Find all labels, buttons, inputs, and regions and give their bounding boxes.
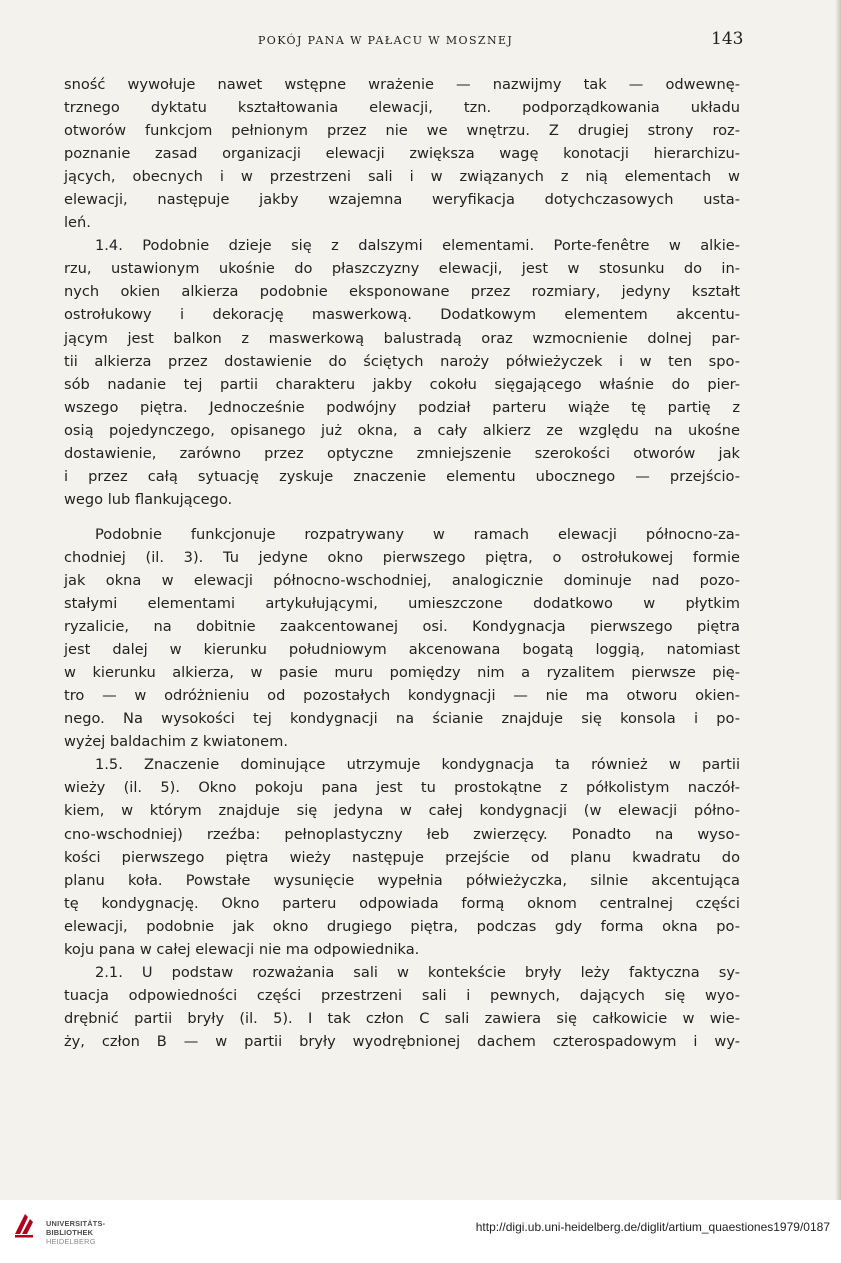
text-line: drębnić partii bryły (il. 5). I tak człon C sali zawiera się całkowicie w wie- [64,1009,740,1027]
text-line: nego. Na wysokości tej kondygnacji na ścianie znajduje się konsola i po- [64,710,740,728]
text-line: elewacji, podobnie jak okno drugiego piętra, podczas gdy forma okna po- [64,917,740,935]
text-line: wego lub flankującego. [64,490,233,508]
text-line: stałymi elementami artykułującymi, umieszczone dodatkowo w płytkim [64,595,740,613]
text-line: koju pana w całej elewacji nie ma odpowiednika. [64,940,420,958]
paragraph-start-line: 1.4. Podobnie dzieje się z dalszymi elementami. Porte-fenêtre w alkie- [95,237,740,255]
text-line: planu koła. Powstałe wysunięcie wypełnia półwieżyczka, silnie akcentująca [64,871,740,889]
text-line: i przez całą sytuację zyskuje znaczenie elementu ubocznego — przejścio- [64,467,740,485]
text-line: cno-wschodniej) rzeźba: pełnoplastyczny łeb zwierzęcy. Ponadto na wyso- [64,825,740,843]
university-library-logo-icon [9,1210,39,1240]
page-edge-shadow [835,0,841,1200]
text-line: poznanie zasad organizacji elewacji zwiększa wagę konotacji hierarchizu- [64,145,740,163]
viewer-footer [0,1200,841,1263]
text-line: tę kondygnację. Okno parteru odpowiada formą oknom centralnej części [64,894,740,912]
library-name-line1: UNIVERSITÄTS- [46,1219,106,1228]
text-line: wieży (il. 5). Okno pokoju pana jest tu prostokątne z półkolistym naczół- [64,779,740,797]
text-line: leń. [64,214,91,232]
text-line: chodniej (il. 3). Tu jedyne okno pierwszego piętra, o ostrołukowej formie [64,548,740,566]
text-line: tuacja odpowiedności części przestrzeni sali i pewnych, dających się wyo- [64,986,740,1004]
text-line: kości pierwszego piętra wieży następuje przejście od planu kwadratu do [64,848,740,866]
text-line: jącym jest balkon z maswerkową balustradą oraz wzmocnienie dolnej par- [64,329,740,347]
permalink-url[interactable]: http://digi.ub.uni-heidelberg.de/diglit/artium_quaestiones1979/0187 [475,1220,830,1234]
library-name-line3: HEIDELBERG [46,1237,96,1246]
text-line: ży, człon B — w partii bryły wyodrębnionej dachem czterospadowym i wy- [64,1032,740,1050]
paragraph-start-line: 2.1. U podstaw rozważania sali w kontekście bryły leży faktyczna sy- [95,963,740,981]
text-line: jest dalej w kierunku południowym akcenowana bogatą loggią, natomiast [64,641,740,659]
paragraph-start-line: 1.5. Znaczenie dominujące utrzymuje kondygnacja ta również w partii [95,756,740,774]
text-line: elewacji, następuje jakby wzajemna weryfikacja dotychczasowych usta- [64,191,740,209]
running-title: POKÓJ PANA W PAŁACU W MOSZNEJ [258,34,514,47]
text-line: w kierunku alkierza, w pasie muru pomiędzy nim a ryzalitem pierwsze pię- [64,664,740,682]
text-line: sób nadanie tej partii charakteru jakby cokołu sięgającego właśnie do pier- [64,375,740,393]
text-line: kiem, w którym znajduje się jedyna w całej kondygnacji (w elewacji półno- [64,802,740,820]
text-line: jących, obecnych i w przestrzeni sali i w związanych z nią elementach w [64,168,740,186]
text-line: tro — w odróżnieniu od pozostałych kondygnacji — nie ma otworu okien- [64,687,740,705]
page-number: 143 [711,29,744,49]
library-name [46,1219,105,1246]
paragraph-gap [64,511,740,523]
text-line: wszego piętra. Jednocześnie podwójny podział parteru wiąże tę partię z [64,398,740,416]
text-line: osią pojedynczego, opisanego już okna, a cały alkierz ze względu na ukośne [64,421,740,439]
text-line: tii alkierza przez dostawienie do ściętych naroży półwieżyczek i w ten spo- [64,352,740,370]
text-line: ostrołukowy i dekorację maswerkową. Dodatkowym elementem akcentu- [64,306,740,324]
text-line: ryzalicie, na dobitnie zaakcentowanej osi. Kondygnacja pierwszego piętra [64,618,740,636]
body-text [64,73,740,1053]
text-line: dostawienie, zarówno przez optyczne zmniejszenie szerokości otworów jak [64,444,740,462]
text-line: nych okien alkierza podobnie eksponowane przez rozmiary, jedyny kształt [64,283,740,301]
text-line: otworów funkcjom pełnionym przez nie we wnętrzu. Z drugiej strony roz- [64,122,740,140]
running-head [0,29,841,53]
text-line: trznego dyktatu kształtowania elewacji, tzn. podporządkowania układu [64,99,740,117]
paragraph-start-line: Podobnie funkcjonuje rozpatrywany w ramach elewacji północno-za- [95,525,740,543]
text-line: sność wywołuje nawet wstępne wrażenie — nazwijmy tak — odwewnę- [64,76,740,93]
text-line: jak okna w elewacji północno-wschodniej, analogicznie dominuje nad pozo- [64,571,740,589]
text-line: rzu, ustawionym ukośnie do płaszczyzny elewacji, jest w stosunku do in- [64,260,740,278]
library-name-line2: BIBLIOTHEK [46,1228,94,1237]
text-line: wyżej baldachim z kwiatonem. [64,733,288,751]
